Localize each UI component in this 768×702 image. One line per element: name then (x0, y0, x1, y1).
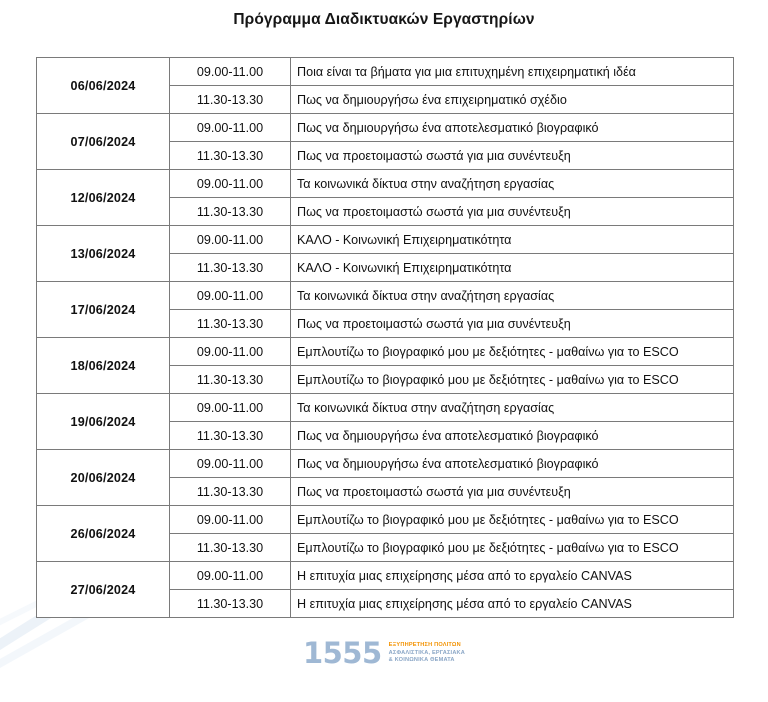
table-row (37, 338, 734, 366)
topic-cell: Τα κοινωνικά δίκτυα στην αναζήτηση εργασίας (291, 282, 734, 310)
date-cell: 27/06/2024 (37, 562, 170, 618)
date-cell: 13/06/2024 (37, 226, 170, 282)
table-row (37, 282, 734, 310)
time-cell: 11.30-13.30 (170, 478, 291, 506)
topic-cell: Πως να δημιουργήσω ένα επιχειρηματικό σχέδιο (291, 86, 734, 114)
logo-caption-line-2: ΑΣΦΑΛΙΣΤΙΚΑ, ΕΡΓΑΣΙΑΚΑ (388, 649, 466, 656)
time-cell: 09.00-11.00 (170, 282, 291, 310)
date-cell: 06/06/2024 (37, 58, 170, 114)
time-cell: 11.30-13.30 (170, 254, 291, 282)
table-row (37, 506, 734, 534)
date-cell: 12/06/2024 (37, 170, 170, 226)
topic-cell: Ποια είναι τα βήματα για μια επιτυχημένη επιχειρηματική ιδέα (291, 58, 734, 86)
time-cell: 09.00-11.00 (170, 170, 291, 198)
time-cell: 09.00-11.00 (170, 114, 291, 142)
table-row (37, 114, 734, 142)
time-cell: 09.00-11.00 (170, 450, 291, 478)
schedule-table (36, 57, 734, 618)
time-cell: 09.00-11.00 (170, 58, 291, 86)
topic-cell: Εμπλουτίζω το βιογραφικό μου με δεξιότητες - μαθαίνω για το ESCO (291, 534, 734, 562)
topic-cell: ΚΑΛΟ - Κοινωνική Επιχειρηματικότητα (291, 226, 734, 254)
time-cell: 11.30-13.30 (170, 86, 291, 114)
topic-cell: Πως να δημιουργήσω ένα αποτελεσματικό βιογραφικό (291, 114, 734, 142)
table-row (37, 226, 734, 254)
page-title: Πρόγραμμα Διαδικτυακών Εργαστηρίων (233, 11, 535, 28)
time-cell: 11.30-13.30 (170, 422, 291, 450)
topic-cell: ΚΑΛΟ - Κοινωνική Επιχειρηματικότητα (291, 254, 734, 282)
logo-caption-line-3: & ΚΟΙΝΩΝΙΚΑ ΘΕΜΑΤΑ (388, 657, 455, 664)
time-cell: 09.00-11.00 (170, 394, 291, 422)
time-cell: 11.30-13.30 (170, 310, 291, 338)
time-cell: 09.00-11.00 (170, 338, 291, 366)
time-cell: 11.30-13.30 (170, 366, 291, 394)
topic-cell: Εμπλουτίζω το βιογραφικό μου με δεξιότητες - μαθαίνω για το ESCO (291, 338, 734, 366)
topic-cell: Πως να προετοιμαστώ σωστά για μια συνέντευξη (291, 478, 734, 506)
time-cell: 09.00-11.00 (170, 226, 291, 254)
time-cell: 09.00-11.00 (170, 562, 291, 590)
date-cell: 17/06/2024 (37, 282, 170, 338)
topic-cell: Η επιτυχία μιας επιχείρησης μέσα από το εργαλείο CANVAS (291, 590, 734, 618)
date-cell: 26/06/2024 (37, 506, 170, 562)
date-cell: 20/06/2024 (37, 450, 170, 506)
topic-cell: Πως να προετοιμαστώ σωστά για μια συνέντευξη (291, 310, 734, 338)
logo-caption (389, 642, 465, 668)
table-row (37, 562, 734, 590)
time-cell: 11.30-13.30 (170, 142, 291, 170)
table-row (37, 58, 734, 86)
table-row (37, 394, 734, 422)
date-cell: 19/06/2024 (37, 394, 170, 450)
schedule-table-container (36, 57, 734, 618)
topic-cell: Τα κοινωνικά δίκτυα στην αναζήτηση εργασίας (291, 170, 734, 198)
time-cell: 11.30-13.30 (170, 534, 291, 562)
table-row (37, 450, 734, 478)
topic-cell: Πως να προετοιμαστώ σωστά για μια συνέντευξη (291, 198, 734, 226)
date-cell: 07/06/2024 (37, 114, 170, 170)
time-cell: 11.30-13.30 (170, 590, 291, 618)
topic-cell: Εμπλουτίζω το βιογραφικό μου με δεξιότητες - μαθαίνω για το ESCO (291, 366, 734, 394)
schedule-table-body (37, 58, 734, 618)
logo-caption-line-1: ΕΞΥΠΗΡΕΤΗΣΗ ΠΟΛΙΤΩΝ (388, 642, 461, 649)
topic-cell: Πως να δημιουργήσω ένα αποτελεσματικό βιογραφικό (291, 422, 734, 450)
time-cell: 09.00-11.00 (170, 506, 291, 534)
topic-cell: Η επιτυχία μιας επιχείρησης μέσα από το εργαλείο CANVAS (291, 562, 734, 590)
topic-cell: Πως να δημιουργήσω ένα αποτελεσματικό βιογραφικό (291, 450, 734, 478)
topic-cell: Εμπλουτίζω το βιογραφικό μου με δεξιότητες - μαθαίνω για το ESCO (291, 506, 734, 534)
topic-cell: Πως να προετοιμαστώ σωστά για μια συνέντευξη (291, 142, 734, 170)
logo-number: 1555 (302, 636, 382, 671)
date-cell: 18/06/2024 (37, 338, 170, 394)
time-cell: 11.30-13.30 (170, 198, 291, 226)
footer-logo (0, 636, 768, 671)
table-row (37, 170, 734, 198)
topic-cell: Τα κοινωνικά δίκτυα στην αναζήτηση εργασίας (291, 394, 734, 422)
